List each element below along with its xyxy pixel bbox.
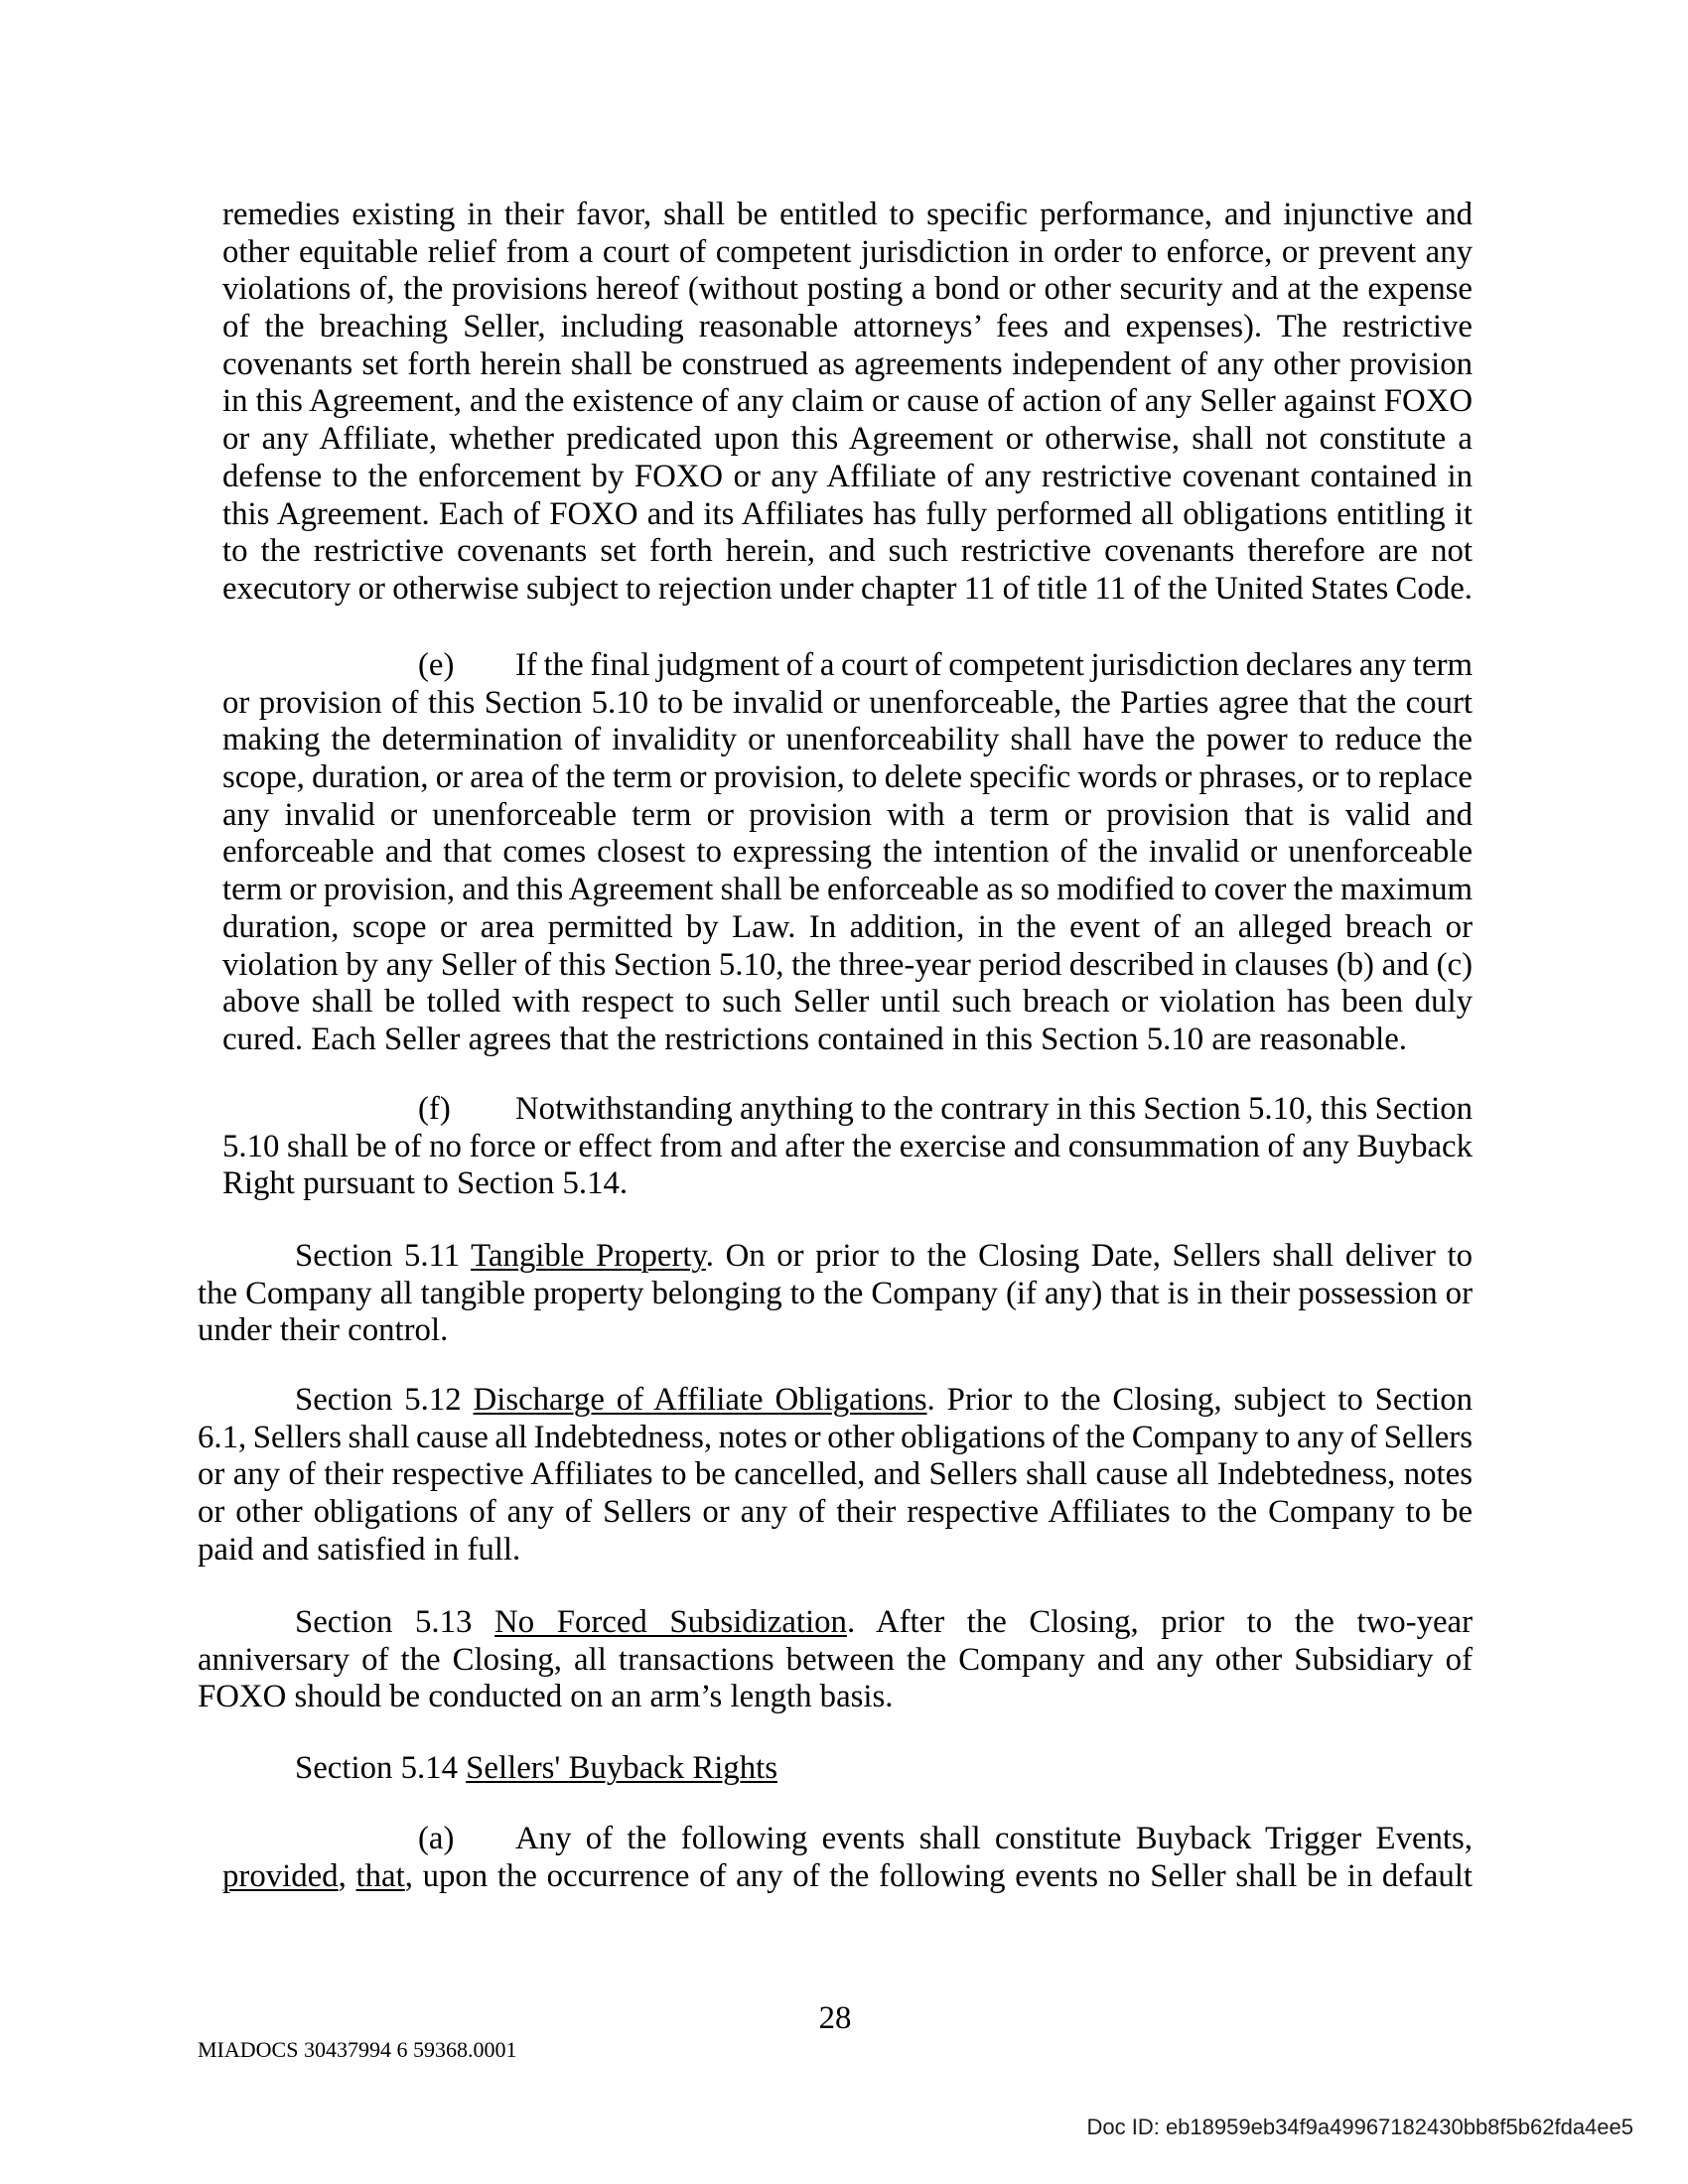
- section-5-14-heading: [0, 1750, 1688, 1788]
- clause-label: (a): [418, 1821, 455, 1856]
- paragraph-line: 6.1, Sellers shall cause all Indebtedness, notes or other obligations of the Company to any of Sellers: [198, 1419, 1473, 1455]
- paragraph-line: to the restrictive covenants set forth herein, and such restrictive covenants therefore are not: [222, 533, 1473, 570]
- paragraph-line: paid and satisfied in full.: [198, 1531, 521, 1568]
- paragraph-line: anniversary of the Closing, all transactions between the Company and any other Subsidiary of: [198, 1641, 1473, 1678]
- section-lead-text: . Prior to the Closing, subject to Section: [926, 1382, 1474, 1418]
- section-title: Discharge of Affiliate Obligations: [473, 1382, 927, 1418]
- clause-label: (f): [418, 1091, 451, 1127]
- paragraph-line: term or provision, and this Agreement shall be enforceable as so modified to cover the maximum: [222, 872, 1473, 908]
- paragraph-line: 5.10 shall be of no force or effect from and after the exercise and consummation of any Buyback: [222, 1128, 1473, 1164]
- paragraph-line: or provision of this Section 5.10 to be invalid or unenforceable, the Parties agree that the court: [222, 684, 1473, 721]
- clause-label: (e): [418, 647, 455, 683]
- doc-id-stamp: Doc ID: eb18959eb34f9a49967182430bb8f5b62fda4ee5: [1086, 2115, 1633, 2139]
- clause-a-paragraph: [0, 1821, 1688, 1895]
- section-number: Section 5.13: [295, 1604, 473, 1640]
- paragraph-line: scope, duration, or area of the term or provision, to delete specific words or phrases, or to replace: [222, 759, 1473, 796]
- section-5-12-paragraph: [0, 1382, 1688, 1569]
- paragraph-line: this Agreement. Each of FOXO and its Affiliates has fully performed all obligations entitling it: [222, 495, 1473, 532]
- paragraph-line: If the final judgment of a court of competent jurisdiction declares any term: [515, 647, 1473, 683]
- paragraph-line: Any of the following events shall constitute Buyback Trigger Events,: [515, 1821, 1473, 1856]
- section-5-13-paragraph: [0, 1604, 1688, 1716]
- clause-f-paragraph: [0, 1091, 1688, 1203]
- paragraph-line: making the determination of invalidity or unenforceability shall have the power to reduce the: [222, 722, 1473, 758]
- clause-e-paragraph: [0, 647, 1688, 1059]
- section-number: Section 5.14: [295, 1750, 458, 1786]
- line-rest-text: , upon the occurrence of any of the following events no Seller shall be in default: [404, 1857, 1473, 1894]
- section-lead-text: . After the Closing, prior to the two-year: [846, 1604, 1474, 1640]
- paragraph-line: or any of their respective Affiliates to be cancelled, and Sellers shall cause all Indebtedness, notes: [198, 1456, 1473, 1493]
- section-title: Tangible Property: [471, 1238, 706, 1274]
- section-title: Sellers' Buyback Rights: [466, 1750, 777, 1786]
- paragraph-line: in this Agreement, and the existence of any claim or cause of action of any Seller against FOXO: [222, 383, 1473, 420]
- paragraph-line: of the breaching Seller, including reasonable attorneys’ fees and expenses). The restrictive: [222, 309, 1473, 345]
- paragraph-line: duration, scope or area permitted by Law. In addition, in the event of an alleged breach or: [222, 908, 1473, 945]
- paragraph-line: enforceable and that comes closest to expressing the intention of the invalid or unenforceable: [222, 834, 1473, 871]
- section-heading-line: [295, 1238, 1473, 1276]
- paragraph-line: above shall be tolled with respect to such Seller until such breach or violation has been duly: [222, 984, 1473, 1021]
- footer-document-id: MIADOCS 30437994 6 59368.0001: [198, 2037, 517, 2062]
- page-number: 28: [818, 2000, 852, 2036]
- section-number: Section 5.11: [295, 1238, 461, 1274]
- section-heading-line: [295, 1604, 1473, 1642]
- paragraph-line: violation by any Seller of this Section 5.10, the three-year period described in clauses (b) and (c): [222, 946, 1473, 983]
- paragraph-line: Right pursuant to Section 5.14.: [222, 1165, 629, 1202]
- paragraph-line: the Company all tangible property belonging to the Company (if any) that is in their possession or: [198, 1275, 1473, 1311]
- paragraph-line: covenants set forth herein shall be construed as agreements independent of any other provision: [222, 345, 1473, 382]
- paragraph-line: or any Affiliate, whether predicated upon this Agreement or otherwise, shall not constitute a: [222, 421, 1473, 458]
- section-title: No Forced Subsidization: [494, 1604, 847, 1640]
- section-heading-line: [295, 1750, 1473, 1788]
- paragraph-line: cured. Each Seller agrees that the restrictions contained in this Section 5.10 are reasonable.: [222, 1021, 1408, 1057]
- paragraph-line: defense to the enforcement by FOXO or any Affiliate of any restrictive covenant contained in: [222, 458, 1473, 494]
- paragraph-line: other equitable relief from a court of competent jurisdiction in order to enforce, or prevent any: [222, 233, 1473, 270]
- separator-text: ,: [338, 1857, 356, 1894]
- paragraph-line: or other obligations of any of Sellers or any of their respective Affiliates to the Company to be: [198, 1494, 1473, 1531]
- paragraph-line: executory or otherwise subject to rejection under chapter 11 of title 11 of the United States Code.: [222, 570, 1473, 607]
- provided-term: provided: [222, 1857, 339, 1894]
- paragraph-line: under their control.: [198, 1312, 449, 1349]
- section-number: Section 5.12: [295, 1382, 462, 1418]
- paragraph-line: any invalid or unenforceable term or provision with a term or provision that is valid and: [222, 796, 1473, 833]
- that-term: that: [355, 1857, 405, 1894]
- paragraph-line: [222, 1858, 1473, 1896]
- paragraph-line: violations of, the provisions hereof (without posting a bond or other security and at the expense: [222, 271, 1473, 308]
- section-5-11-paragraph: [0, 1238, 1688, 1350]
- paragraph-line: FOXO should be conducted on an arm’s length basis.: [198, 1679, 894, 1715]
- continuation-paragraph: [0, 197, 1688, 609]
- section-heading-line: [295, 1382, 1473, 1420]
- paragraph-line: Notwithstanding anything to the contrary in this Section 5.10, this Section: [515, 1091, 1473, 1127]
- paragraph-line: remedies existing in their favor, shall be entitled to specific performance, and injunctive and: [222, 197, 1473, 232]
- section-lead-text: . On or prior to the Closing Date, Sellers shall deliver to: [705, 1238, 1473, 1274]
